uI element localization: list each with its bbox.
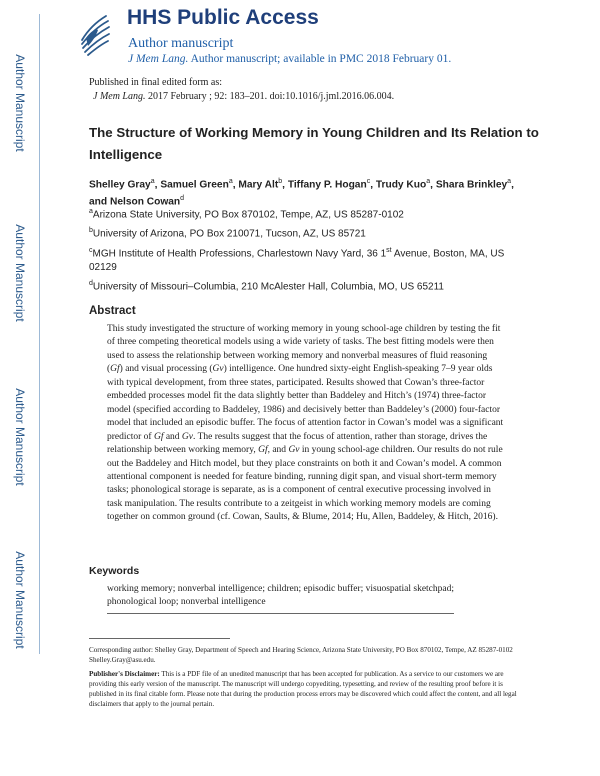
- author-affiliation-mark: a: [426, 178, 431, 185]
- hhs-eagle-icon: [76, 10, 112, 60]
- footnotes: [89, 645, 521, 713]
- author-affiliation-mark: a: [507, 178, 512, 185]
- author-affiliation-mark: b: [278, 178, 283, 185]
- author-name: Shelley Gray: [89, 179, 151, 191]
- affiliation-a: $^a$Arizona State University, PO Box 870102, Tempe, AZ, US 85287-0102: [89, 208, 404, 221]
- keywords-divider: [107, 613, 454, 614]
- disclaimer-text: This is a PDF file of an unedited manuscript that has been accepted for publication. As a service to our customers we are providing this early version of the manuscript. The manuscript will undergo copyediting, typesetting, and review of the resulting proof before it is published in its final citable form. Please note that during the production process errors may be discovered which could affect the content, and all legal disclaimers that apply to the journal pertain.: [89, 669, 517, 709]
- author-name: Samuel Green: [160, 179, 229, 191]
- author-name: Mary Alt: [238, 179, 279, 191]
- published-note: Published in final edited form as:: [89, 77, 223, 88]
- author-affiliation-mark: a: [228, 178, 233, 185]
- publisher-disclaimer: [89, 669, 521, 710]
- header-subtitle: Author manuscript: [128, 36, 234, 51]
- affiliation-c: $^c$MGH Institute of Health Professions, Charlestown Navy Yard, 36 1st Avenue, Boston, MA, US 02129: [89, 247, 505, 274]
- affiliation-b: $^b$University of Arizona, PO Box 210071, Tucson, AZ, US 85721: [89, 227, 366, 240]
- author-affiliation-mark: d: [180, 195, 185, 203]
- citation-line: [93, 91, 394, 102]
- citation-journal: J Mem Lang.: [93, 91, 146, 102]
- author-name: Shara Brinkley: [435, 179, 508, 191]
- article-title: The Structure of Working Memory in Young Children and Its Relation to Intelligence: [89, 125, 539, 162]
- availability-text: Author manuscript; available in PMC 2018 February 01.: [188, 53, 452, 65]
- citation-details: 2017 February ; 92: 183–201. doi:10.1016/j.jml.2016.06.004.: [145, 91, 395, 102]
- abstract-body: This study investigated the structure of working memory in young school-age children by testing the fit of three competing theoretical models using a wide variety of tasks. The best fitting models were then used to assess the relationship between working memory and nonverbal measures of fluid reasoning (Gf) and visual processing (Gv) intelligence. One hundred sixty-eight English-speaking 7–9 year olds with typical development, from three states, participated. Results showed that Cowan’s three-factor embedded processes model fit the data slightly better than Baddeley and Hitch’s (1974) three-factor model (specified according to Baddeley, 1986) and decisively better than Baddeley’s (2000) four-factor model that included an episodic buffer. The focus of attention factor in Cowan’s model was a significant predictor of Gf and Gv. The results suggest that the focus of attention, rather than storage, drives the relationship between working memory, Gf, and Gv in young school-age children. Our results do not rule out the Baddeley and Hitch model, but they place constraints on both it and Cowan’s model. A common attentional component is needed for feature binding, running digit span, and visual short-term memory tasks; phonological storage is separate, as is a component of central executive processing involved in task manipulation. The results contribute to a zeitgeist in which working memory models are coming together on common ground (cf. Cowan, Saults, & Blume, 2014; Hu, Allen, Baddeley, & Hitch, 2016).: [107, 324, 504, 523]
- keywords-heading: Keywords: [89, 565, 140, 577]
- author-conjunction: and: [89, 196, 108, 208]
- author-affiliation-mark: c: [366, 178, 371, 185]
- sidebar-divider: [39, 14, 40, 654]
- header-title: HHS Public Access: [127, 6, 319, 29]
- author-name: Tiffany P. Hogan: [287, 179, 367, 191]
- corresponding-author-note: Corresponding author: Shelley Gray, Department of Speech and Hearing Science, Arizona State University, PO Box 870102, Tempe, AZ 85287-0102 Shelley.Gray@asu.edu.: [89, 646, 513, 665]
- affiliation-d: $^d$University of Missouri–Columbia, 210 McAlester Hall, Columbia, MO, US 65211: [89, 280, 444, 293]
- author-list: Shelley Gray$^a$, Samuel Green$^a$, Mary Alt$^b$, Tiffany P. Hogan$^c$, Trudy Kuo$^a$, Shara Brinkley$^a$, and Nelson Cowan$^d$: [89, 178, 514, 208]
- keywords-list: working memory; nonverbal intelligence; children; episodic buffer; visuospatial sketchpad; phonological loop; nonverbal intelligence: [107, 584, 455, 607]
- journal-name: J Mem Lang.: [128, 53, 189, 65]
- header-availability: [128, 53, 451, 65]
- author-manuscript-sidebar: Author Manuscript Author Manuscript Author Manuscript Author Manuscript: [13, 54, 27, 649]
- author-name: Nelson Cowan: [109, 196, 181, 208]
- author-affiliation-mark: a: [150, 178, 155, 185]
- abstract-heading: Abstract: [89, 305, 136, 317]
- disclaimer-label: Publisher's Disclaimer:: [89, 669, 160, 678]
- footnote-divider: [89, 638, 230, 639]
- author-name: Trudy Kuo: [375, 179, 427, 191]
